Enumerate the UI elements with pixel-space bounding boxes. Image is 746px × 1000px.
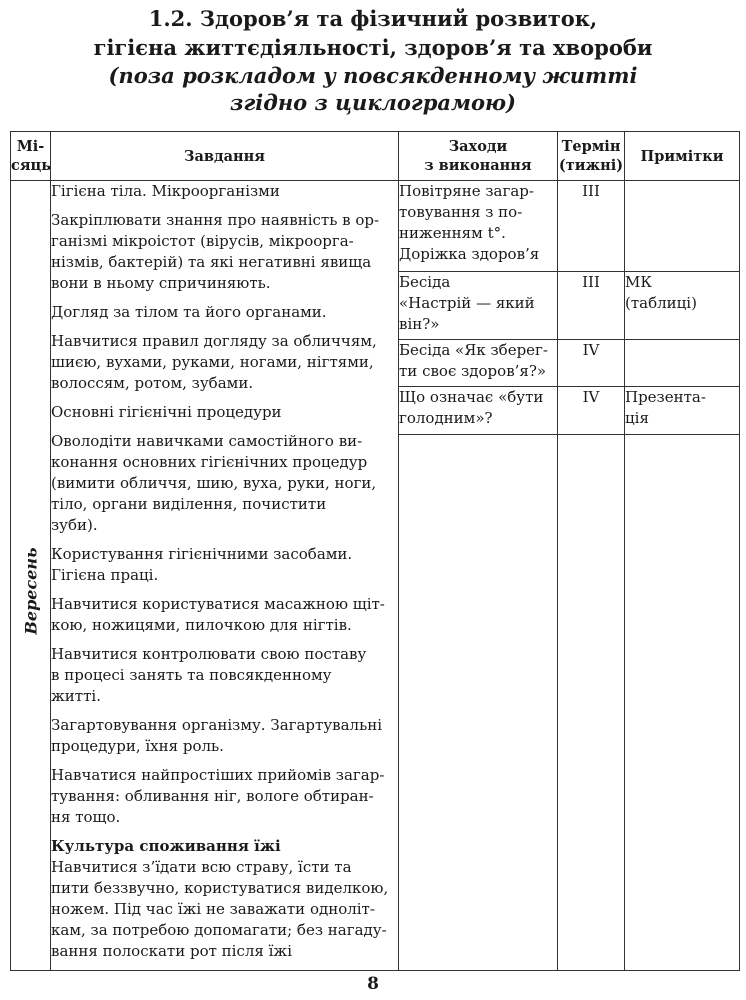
- note-line: ція: [625, 408, 649, 427]
- task-line: ножем. Під час їжі не заважати одноліт-: [51, 900, 375, 918]
- task-paragraph: [51, 765, 398, 828]
- header-term-line: (тижні): [558, 157, 624, 174]
- task-line: ганізмі мікроістот (вірусів, мікроорга-: [51, 232, 354, 250]
- task-line: шиєю, вухами, руками, ногами, нігтями,: [51, 353, 374, 371]
- task-line: пити беззвучно, користуватися виделкою,: [51, 879, 389, 897]
- task-line: Оволодіти навичками самостійного ви-: [51, 432, 363, 450]
- task-line: волоссям, ротом, зубами.: [51, 374, 254, 392]
- header-measures-line: Заходи: [448, 138, 508, 155]
- task-line: Загартовування організму. Загартувальні: [51, 716, 383, 734]
- note-cell: [625, 271, 740, 340]
- task-paragraph: [51, 857, 398, 962]
- task-paragraph: [51, 544, 398, 586]
- task-line: Закріплювати знання про наявність в ор-: [51, 211, 380, 229]
- title-line-2: гігієна життєдіяльності, здоров’я та хвороби: [93, 35, 653, 60]
- header-month: [11, 132, 51, 181]
- measure-line: товування з по-: [399, 203, 523, 221]
- subtitle-line-2: згідно з циклограмою): [230, 90, 516, 115]
- header-term: [558, 132, 625, 181]
- task-line: Гігієна праці.: [51, 566, 159, 584]
- task-paragraph: [51, 331, 398, 394]
- task-paragraph: [51, 715, 398, 757]
- measure-line: «Настрій — який: [399, 293, 535, 312]
- task-line: (вимити обличчя, шию, вуха, руки, ноги,: [51, 474, 377, 492]
- task-line: Гігієна тіла. Мікроорганізми: [51, 182, 280, 200]
- term-cell: IV: [558, 340, 625, 386]
- task-paragraph: [51, 402, 398, 423]
- note-line: (таблиці): [625, 293, 697, 312]
- title-line-1: 1.2. Здоров’я та фізичний розвиток,: [148, 6, 598, 31]
- task-line: Основні гігієнічні процедури: [51, 403, 282, 421]
- task-line: Догляд за тілом та його органами.: [51, 303, 327, 321]
- task-paragraph: [51, 181, 398, 202]
- task-paragraph: [51, 210, 398, 294]
- task-line: Навчатися найпростіших прийомів загар-: [51, 766, 385, 784]
- task-line: Навчитися з’їдати всю страву, їсти та: [51, 858, 352, 876]
- header-month-line: сяць: [11, 157, 52, 174]
- header-tasks: Завдання: [51, 132, 399, 181]
- empty-measure-cell: [399, 434, 558, 970]
- task-line: нізмів, бактерій) та які негативні явища: [51, 253, 372, 271]
- note-cell: [625, 340, 740, 386]
- term-cell: IV: [558, 386, 625, 434]
- task-line: Культура споживання їжі: [51, 837, 281, 855]
- task-line: вони в ньому спричиняють.: [51, 274, 271, 292]
- task-paragraph: [51, 644, 398, 707]
- note-line: МК: [625, 272, 652, 291]
- term-cell: III: [558, 271, 625, 340]
- task-line: Користування гігієнічними засобами.: [51, 545, 353, 563]
- subtitle-line-1: (поза розкладом у повсякденному житті: [108, 63, 638, 88]
- task-line: кам, за потребою допомагати; без нагаду-: [51, 921, 387, 939]
- page-heading: [0, 4, 746, 116]
- task-line: Навчитися користуватися масажною щіт-: [51, 595, 385, 613]
- header-measures-line: з виконання: [424, 157, 532, 174]
- measure-line: Що означає «бути: [399, 387, 544, 406]
- task-line: в процесі занять та повсякденному: [51, 666, 332, 684]
- task-line: кою, ножицями, пилочкою для нігтів.: [51, 616, 352, 634]
- table-header-row: [11, 132, 740, 181]
- task-paragraph: [51, 594, 398, 636]
- note-line: Презента-: [625, 387, 706, 406]
- measure-line: Доріжка здоров’я: [399, 245, 540, 263]
- measure-cell: [399, 271, 558, 340]
- note-cell: [625, 386, 740, 434]
- task-line: Навчитися правил догляду за обличчям,: [51, 332, 377, 350]
- header-measures: [399, 132, 558, 181]
- measure-line: він?»: [399, 314, 440, 333]
- task-line: житті.: [51, 687, 101, 705]
- term-cell: III: [558, 181, 625, 272]
- header-term-line: Термін: [561, 138, 621, 155]
- page-number: 8: [367, 974, 379, 994]
- task-line: процедури, їхня роль.: [51, 737, 224, 755]
- first-body-row: [11, 181, 740, 272]
- tasks-cell: [51, 181, 399, 971]
- measure-line: Бесіда: [399, 272, 451, 291]
- plan-table: [10, 131, 740, 971]
- task-paragraph: [51, 431, 398, 536]
- task-line: Навчитися контролювати свою поставу: [51, 645, 367, 663]
- measure-line: ти своє здоров’я?»: [399, 362, 547, 381]
- measure-cell: [399, 181, 558, 272]
- measure-cell: [399, 340, 558, 386]
- task-line: вання полоскати рот після їжі: [51, 942, 293, 960]
- task-line: зуби).: [51, 516, 98, 534]
- task-heading: [51, 836, 398, 857]
- task-line: ня тощо.: [51, 808, 121, 826]
- empty-note-cell: [625, 434, 740, 970]
- task-line: тіло, органи виділення, почистити: [51, 495, 327, 513]
- measure-line: Бесіда «Як зберег-: [399, 341, 548, 360]
- header-month-line: Мі-: [16, 138, 45, 155]
- header-notes: Примітки: [625, 132, 740, 181]
- task-line: тування: обливання ніг, вологе обтиран-: [51, 787, 374, 805]
- month-label: Вересень: [21, 547, 40, 635]
- measure-cell: [399, 386, 558, 434]
- task-paragraph: [51, 302, 398, 323]
- measure-line: Повітряне загар-: [399, 182, 534, 200]
- note-cell: [625, 181, 740, 272]
- task-line: конання основних гігієнічних процедур: [51, 453, 368, 471]
- month-cell: [11, 181, 51, 971]
- measure-line: голодним»?: [399, 408, 493, 427]
- empty-term-cell: [558, 434, 625, 970]
- measure-line: ниженням t°.: [399, 224, 506, 242]
